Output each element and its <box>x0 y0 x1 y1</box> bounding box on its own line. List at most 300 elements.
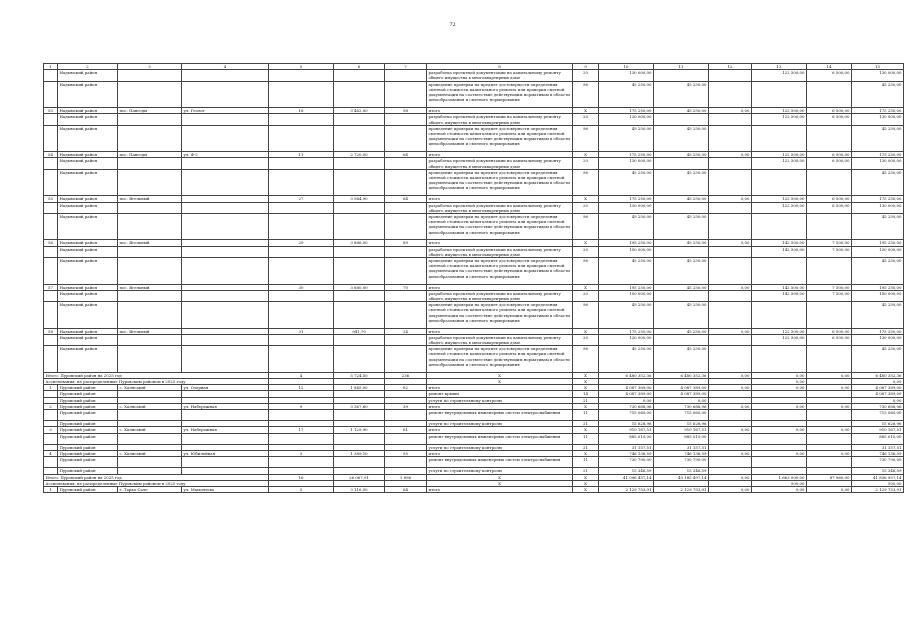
house-number-cell: 5 <box>269 486 334 492</box>
house-number-cell: 29 <box>269 240 334 246</box>
district-cell: Пуровский район <box>58 486 118 492</box>
total-cost-cell: 15 346,59 <box>599 468 654 474</box>
row-number-cell <box>44 114 58 125</box>
regional-budget-cell <box>709 409 752 420</box>
residents-cell <box>385 409 427 420</box>
owners-cost-cell <box>807 302 852 329</box>
area-cell: 1 845,00 <box>334 385 385 391</box>
column-number: 11 <box>654 64 709 70</box>
residents-cell <box>385 202 427 213</box>
owners-cost-cell: 6 500,00 <box>807 114 852 125</box>
total-cost-cell: 45 250,00 <box>599 125 654 152</box>
municipal-budget-cell: 122 500,00 <box>752 158 807 169</box>
municipal-budget-cell: 122 500,00 <box>752 328 807 334</box>
area-cell <box>334 70 385 81</box>
settlement-cell: с. Халясавэй <box>118 450 182 456</box>
owners-cost-cell: 0,00 <box>807 385 852 391</box>
settlement-cell <box>118 346 182 373</box>
owners-cost-cell: 6 500,00 <box>807 152 852 158</box>
grand-total-cell: 4 087 389,00 <box>852 385 904 391</box>
area-cell <box>334 409 385 420</box>
street-cell <box>182 302 269 329</box>
settlement-cell <box>118 158 182 169</box>
grand-total-cell: 15 346,59 <box>852 468 904 474</box>
capital-repair-register-table <box>43 63 904 493</box>
district-cell: Надымский район <box>58 125 118 152</box>
district-cell: Надымский район <box>58 70 118 81</box>
municipal-budget-cell: 142 500,00 <box>752 246 807 257</box>
row-number-cell <box>44 125 58 152</box>
grand-total-cell: 730 688,96 <box>852 403 904 409</box>
work-type-cell: итого <box>427 385 573 391</box>
row-number-cell: 1 <box>44 385 58 391</box>
residents-cell: 58 <box>385 108 427 114</box>
work-type-cell: разработка проектной документации на капитальному ремонту общего имущества в многоквартирных доме <box>427 334 573 345</box>
settlement-cell: пос. Ягельный <box>118 328 182 334</box>
street-cell <box>182 81 269 108</box>
regional-budget-cell: 0,00 <box>709 108 752 114</box>
fund-cost-cell: 31 157,51 <box>654 444 709 450</box>
residents-cell <box>385 70 427 81</box>
work-code-cell: X <box>573 284 599 290</box>
settlement-cell <box>118 202 182 213</box>
district-cell: Надымский район <box>58 169 118 196</box>
district-cell: Надымский район <box>58 114 118 125</box>
house-number-cell <box>269 290 334 301</box>
column-number: 7 <box>385 64 427 70</box>
total-cost-cell: 195 250,00 <box>599 240 654 246</box>
residents-cell <box>385 433 427 444</box>
district-cell: Пуровский район <box>58 457 118 468</box>
municipal-budget-cell: 0,00 <box>752 427 807 433</box>
house-number-cell: 16 <box>269 474 334 480</box>
grand-total-cell: 31 157,51 <box>852 444 904 450</box>
row-number-cell: 54 <box>44 152 58 158</box>
area-cell: 941,70 <box>334 328 385 334</box>
house-number-cell: 11 <box>269 152 334 158</box>
work-code-cell: 21 <box>573 468 599 474</box>
table-row <box>44 114 904 125</box>
summary-label-cell: Ассигнования, не распределенные Пуровским районом в 2025 году <box>44 480 269 486</box>
work-type-cell: итого <box>427 240 573 246</box>
regional-budget-cell <box>709 213 752 240</box>
house-number-cell <box>269 433 334 444</box>
district-cell: Пуровский район <box>58 427 118 433</box>
grand-total-cell: 130 000,00 <box>852 70 904 81</box>
area-cell <box>334 213 385 240</box>
settlement-cell <box>118 334 182 345</box>
fund-cost-cell: 746 136,59 <box>654 450 709 456</box>
total-cost-cell: 0,00 <box>599 397 654 403</box>
settlement-cell: с. Халясавэй <box>118 403 182 409</box>
grand-total-cell: 500,00 <box>852 480 904 486</box>
column-number: 3 <box>118 64 182 70</box>
residents-cell: 61 <box>385 427 427 433</box>
work-type-cell: проведение проверки на предмет достоверности определения сметной стоимости капитального ремонта или проверки сметной документации на соответствие действующим нормативам в области ценообразования и сметного нормирования <box>427 169 573 196</box>
row-number-cell <box>44 290 58 301</box>
district-cell: Надымский район <box>58 81 118 108</box>
work-code-cell: X <box>573 378 599 384</box>
regional-budget-cell: 0,00 <box>709 328 752 334</box>
table-row <box>44 169 904 196</box>
street-cell <box>182 114 269 125</box>
area-cell <box>334 125 385 152</box>
work-code-cell: 14 <box>573 391 599 397</box>
owners-cost-cell: 87 960,00 <box>807 474 852 480</box>
municipal-budget-cell <box>752 81 807 108</box>
work-code-cell: 96 <box>573 81 599 108</box>
work-type-cell: итого <box>427 284 573 290</box>
grand-total-cell: 45 250,00 <box>852 125 904 152</box>
regional-budget-cell: 0,00 <box>709 427 752 433</box>
grand-total-cell: 45 250,00 <box>852 302 904 329</box>
street-cell <box>182 346 269 373</box>
fund-cost-cell: 45 250,00 <box>654 125 709 152</box>
total-cost-cell: 41 096 457,14 <box>599 474 654 480</box>
residents-cell <box>385 213 427 240</box>
residents-cell <box>385 302 427 329</box>
row-number-cell: 1 <box>44 486 58 492</box>
total-cost-cell: 730 790,00 <box>599 457 654 468</box>
work-type-cell: разработка проектной документации на капитальному ремонту общего имущества в многоквартирных доме <box>427 290 573 301</box>
settlement-cell <box>118 302 182 329</box>
district-cell: Пуровский район <box>58 444 118 450</box>
municipal-budget-cell <box>752 169 807 196</box>
table-row <box>44 302 904 329</box>
regional-budget-cell: 0,00 <box>709 196 752 202</box>
work-code-cell: X <box>573 427 599 433</box>
work-type-cell: X <box>427 480 573 486</box>
table-row <box>44 409 904 420</box>
area-cell <box>334 302 385 329</box>
house-number-cell: 3 <box>269 450 334 456</box>
total-cost-cell: 175 250,00 <box>599 108 654 114</box>
street-cell <box>182 125 269 152</box>
residents-cell: 39 <box>385 403 427 409</box>
grand-total-cell: 885 010,00 <box>852 433 904 444</box>
total-cost-cell: 130 000,00 <box>599 70 654 81</box>
summary-label-cell: Итого: Пуровский район на 2025 год <box>44 372 269 378</box>
work-code-cell: 20 <box>573 158 599 169</box>
residents-cell: 62 <box>385 385 427 391</box>
owners-cost-cell: 0,00 <box>807 450 852 456</box>
residents-cell <box>385 169 427 196</box>
fund-cost-cell <box>654 334 709 345</box>
total-cost-cell: 130 000,00 <box>599 114 654 125</box>
area-cell: 3 880,00 <box>334 284 385 290</box>
municipal-budget-cell <box>752 433 807 444</box>
district-cell: Надымский район <box>58 302 118 329</box>
work-code-cell: 96 <box>573 213 599 240</box>
house-number-cell: 4 <box>269 372 334 378</box>
owners-cost-cell: 6 500,00 <box>807 202 852 213</box>
fund-cost-cell: 6 480 352,36 <box>654 372 709 378</box>
area-cell: 5 724,50 <box>334 372 385 378</box>
row-number-cell <box>44 433 58 444</box>
row-number-cell <box>44 258 58 285</box>
owners-cost-cell: 7 500,00 <box>807 246 852 257</box>
district-cell: Пуровский район <box>58 433 118 444</box>
owners-cost-cell <box>807 346 852 373</box>
row-number-cell: 2 <box>44 403 58 409</box>
grand-total-cell: 175 250,00 <box>852 196 904 202</box>
work-type-cell: услуги по строительному контролю <box>427 468 573 474</box>
settlement-cell <box>118 290 182 301</box>
settlement-cell: пос. Ягельный <box>118 240 182 246</box>
row-number-cell <box>44 246 58 257</box>
work-type-cell: разработка проектной документации на капитальному ремонту общего имущества в многоквартирных доме <box>427 202 573 213</box>
house-number-cell <box>269 346 334 373</box>
house-number-cell: 27 <box>269 196 334 202</box>
house-number-cell <box>269 81 334 108</box>
fund-cost-cell: 45 250,00 <box>654 196 709 202</box>
area-cell <box>334 290 385 301</box>
municipal-budget-cell: 142 500,00 <box>752 284 807 290</box>
residents-cell <box>385 290 427 301</box>
residents-cell <box>385 346 427 373</box>
fund-cost-cell: 4 087 389,00 <box>654 385 709 391</box>
street-cell <box>182 334 269 345</box>
residents-cell: 64 <box>385 486 427 492</box>
fund-cost-cell: 45 250,00 <box>654 284 709 290</box>
row-number-cell <box>44 169 58 196</box>
table-body <box>44 64 904 493</box>
house-number-cell: 17 <box>269 427 334 433</box>
municipal-budget-cell: 0,00 <box>752 372 807 378</box>
street-cell: ул. Мамонтова <box>182 486 269 492</box>
fund-cost-cell: 45 250,00 <box>654 152 709 158</box>
fund-cost-cell <box>654 246 709 257</box>
total-cost-cell: 175 250,00 <box>599 152 654 158</box>
column-number: 6 <box>334 64 385 70</box>
total-cost-cell: 45 250,00 <box>599 258 654 285</box>
grand-total-cell: 910 167,51 <box>852 427 904 433</box>
work-type-cell: услуги по строительному контролю <box>427 397 573 403</box>
work-code-cell: 20 <box>573 70 599 81</box>
owners-cost-cell <box>807 169 852 196</box>
total-cost-cell: 885 010,00 <box>599 433 654 444</box>
summary-label-cell: Ассигнования, не распределенные Пуровским районом в 2025 году <box>44 378 269 384</box>
grand-total-cell: 715 060,00 <box>852 409 904 420</box>
grand-total-cell: 45 250,00 <box>852 169 904 196</box>
fund-cost-cell: 45 250,00 <box>654 302 709 329</box>
fund-cost-cell <box>654 290 709 301</box>
district-cell: Надымский район <box>58 152 118 158</box>
regional-budget-cell: 0,00 <box>709 486 752 492</box>
owners-cost-cell: 6 500,00 <box>807 70 852 81</box>
residents-cell <box>385 457 427 468</box>
area-cell: 1 129,90 <box>334 427 385 433</box>
area-cell <box>334 169 385 196</box>
work-code-cell: 21 <box>573 421 599 427</box>
street-cell: ул. Набережная <box>182 427 269 433</box>
area-cell: 1 389,10 <box>334 450 385 456</box>
work-code-cell: X <box>573 480 599 486</box>
total-cost-cell: 130 000,00 <box>599 202 654 213</box>
regional-budget-cell <box>709 334 752 345</box>
total-cost-cell: 175 250,00 <box>599 196 654 202</box>
regional-budget-cell: 0,00 <box>709 474 752 480</box>
area-cell <box>334 457 385 468</box>
total-cost-cell: 15 628,96 <box>599 421 654 427</box>
table-row <box>44 81 904 108</box>
table-row <box>44 290 904 301</box>
regional-budget-cell <box>709 258 752 285</box>
work-code-cell: X <box>573 152 599 158</box>
owners-cost-cell: 6 500,00 <box>807 158 852 169</box>
grand-total-cell: 45 250,00 <box>852 213 904 240</box>
district-cell: Пуровский район <box>58 421 118 427</box>
owners-cost-cell <box>807 433 852 444</box>
district-cell: Надымский район <box>58 108 118 114</box>
column-number: 14 <box>807 64 852 70</box>
total-cost-cell: 130 000,00 <box>599 158 654 169</box>
grand-total-cell: 130 000,00 <box>852 158 904 169</box>
work-type-cell: итого <box>427 403 573 409</box>
owners-cost-cell: 6 500,00 <box>807 108 852 114</box>
house-number-cell: 9 <box>269 403 334 409</box>
street-cell: ул. Юбилейная <box>182 450 269 456</box>
table-row <box>44 70 904 81</box>
work-code-cell: 96 <box>573 258 599 285</box>
row-number-cell: 57 <box>44 284 58 290</box>
grand-total-cell: 746 136,59 <box>852 450 904 456</box>
owners-cost-cell <box>807 213 852 240</box>
municipal-budget-cell: 142 500,00 <box>752 240 807 246</box>
regional-budget-cell: 0,00 <box>709 240 752 246</box>
total-cost-cell: 730 688,96 <box>599 403 654 409</box>
street-cell <box>182 158 269 169</box>
area-cell <box>334 81 385 108</box>
table-row <box>44 433 904 444</box>
area-cell: 2 720,00 <box>334 152 385 158</box>
work-type-cell: ремонт внутридомовых инженерных систем электроснабжения <box>427 457 573 468</box>
total-cost-cell: 4 087 389,00 <box>599 385 654 391</box>
grand-total-cell: 730 790,00 <box>852 457 904 468</box>
column-number: 13 <box>752 64 807 70</box>
work-type-cell: итого <box>427 450 573 456</box>
street-cell <box>182 202 269 213</box>
table-row <box>44 486 904 492</box>
settlement-cell: пос. Ягельный <box>118 196 182 202</box>
grand-total-cell: 4 087 389,00 <box>852 391 904 397</box>
district-cell: Надымский район <box>58 328 118 334</box>
table-row <box>44 334 904 345</box>
work-type-cell: проведение проверки на предмет достоверности определения сметной стоимости капитального ремонта или проверки сметной документации на соответствие действующим нормативам в области ценообразования и сметного нормирования <box>427 213 573 240</box>
district-cell: Надымский район <box>58 213 118 240</box>
fund-cost-cell: 45 250,00 <box>654 328 709 334</box>
work-code-cell: 20 <box>573 334 599 345</box>
column-number: 2 <box>58 64 118 70</box>
total-cost-cell: 4 087 389,00 <box>599 391 654 397</box>
municipal-budget-cell: 122 500,00 <box>752 114 807 125</box>
residents-cell: 64 <box>385 152 427 158</box>
grand-total-cell: 15 628,96 <box>852 421 904 427</box>
district-cell: Надымский район <box>58 258 118 285</box>
work-code-cell: 20 <box>573 202 599 213</box>
grand-total-cell: 130 000,00 <box>852 202 904 213</box>
residents-cell <box>385 246 427 257</box>
district-cell: Пуровский район <box>58 409 118 420</box>
area-cell: 3 944,90 <box>334 196 385 202</box>
work-code-cell: X <box>573 385 599 391</box>
work-type-cell: ремонт внутридомовых инженерных систем электроснабжения <box>427 433 573 444</box>
column-number: 15 <box>852 64 904 70</box>
regional-budget-cell: 0,00 <box>709 284 752 290</box>
street-cell: ул. Набережная <box>182 403 269 409</box>
column-number: 4 <box>182 64 269 70</box>
grand-total-cell: 175 250,00 <box>852 328 904 334</box>
owners-cost-cell <box>807 125 852 152</box>
work-code-cell: 96 <box>573 302 599 329</box>
district-cell: Надымский район <box>58 196 118 202</box>
settlement-cell <box>118 81 182 108</box>
work-code-cell: 11 <box>573 457 599 468</box>
district-cell: Пуровский район <box>58 397 118 403</box>
column-number: 9 <box>573 64 599 70</box>
house-number-cell: 31 <box>269 328 334 334</box>
work-type-cell: итого <box>427 196 573 202</box>
table-row <box>44 258 904 285</box>
district-cell: Надымский район <box>58 240 118 246</box>
total-cost-cell: 2 129 753,91 <box>599 486 654 492</box>
row-number-cell <box>44 81 58 108</box>
district-cell: Надымский район <box>58 290 118 301</box>
area-cell <box>334 158 385 169</box>
fund-cost-cell: 40 185 497,14 <box>654 474 709 480</box>
work-code-cell: 96 <box>573 346 599 373</box>
settlement-cell <box>118 213 182 240</box>
district-cell: Надымский район <box>58 284 118 290</box>
municipal-budget-cell: 0,00 <box>752 403 807 409</box>
area-cell <box>334 334 385 345</box>
district-cell: Надымский район <box>58 246 118 257</box>
grand-total-cell: 45 250,00 <box>852 346 904 373</box>
house-number-cell <box>269 169 334 196</box>
table-row <box>44 246 904 257</box>
street-cell <box>182 409 269 420</box>
work-code-cell: 20 <box>573 246 599 257</box>
work-type-cell: услуги по строительному контролю <box>427 421 573 427</box>
municipal-budget-cell: 122 500,00 <box>752 334 807 345</box>
regional-budget-cell: 0,00 <box>709 152 752 158</box>
work-code-cell: X <box>573 403 599 409</box>
settlement-cell <box>118 457 182 468</box>
row-number-cell <box>44 302 58 329</box>
municipal-budget-cell: 0,00 <box>752 378 807 384</box>
residents-cell: 236 <box>385 372 427 378</box>
work-code-cell: 20 <box>573 114 599 125</box>
grand-total-cell: 150 000,00 <box>852 290 904 301</box>
house-number-cell <box>269 457 334 468</box>
fund-cost-cell: 15 346,59 <box>654 468 709 474</box>
owners-cost-cell <box>807 457 852 468</box>
municipal-budget-cell: 0,00 <box>752 385 807 391</box>
regional-budget-cell <box>709 158 752 169</box>
work-code-cell: 20 <box>573 290 599 301</box>
municipal-budget-cell <box>752 346 807 373</box>
district-cell: Пуровский район <box>58 385 118 391</box>
work-type-cell: проведение проверки на предмет достоверности определения сметной стоимости капитального ремонта или проверки сметной документации на соответствие действующим нормативам в области ценообразования и сметного нормирования <box>427 346 573 373</box>
column-number: 8 <box>427 64 573 70</box>
settlement-cell <box>118 70 182 81</box>
row-number-cell <box>44 213 58 240</box>
house-number-cell <box>269 158 334 169</box>
street-cell <box>182 246 269 257</box>
regional-budget-cell <box>709 169 752 196</box>
street-cell <box>182 258 269 285</box>
house-number-cell <box>269 114 334 125</box>
